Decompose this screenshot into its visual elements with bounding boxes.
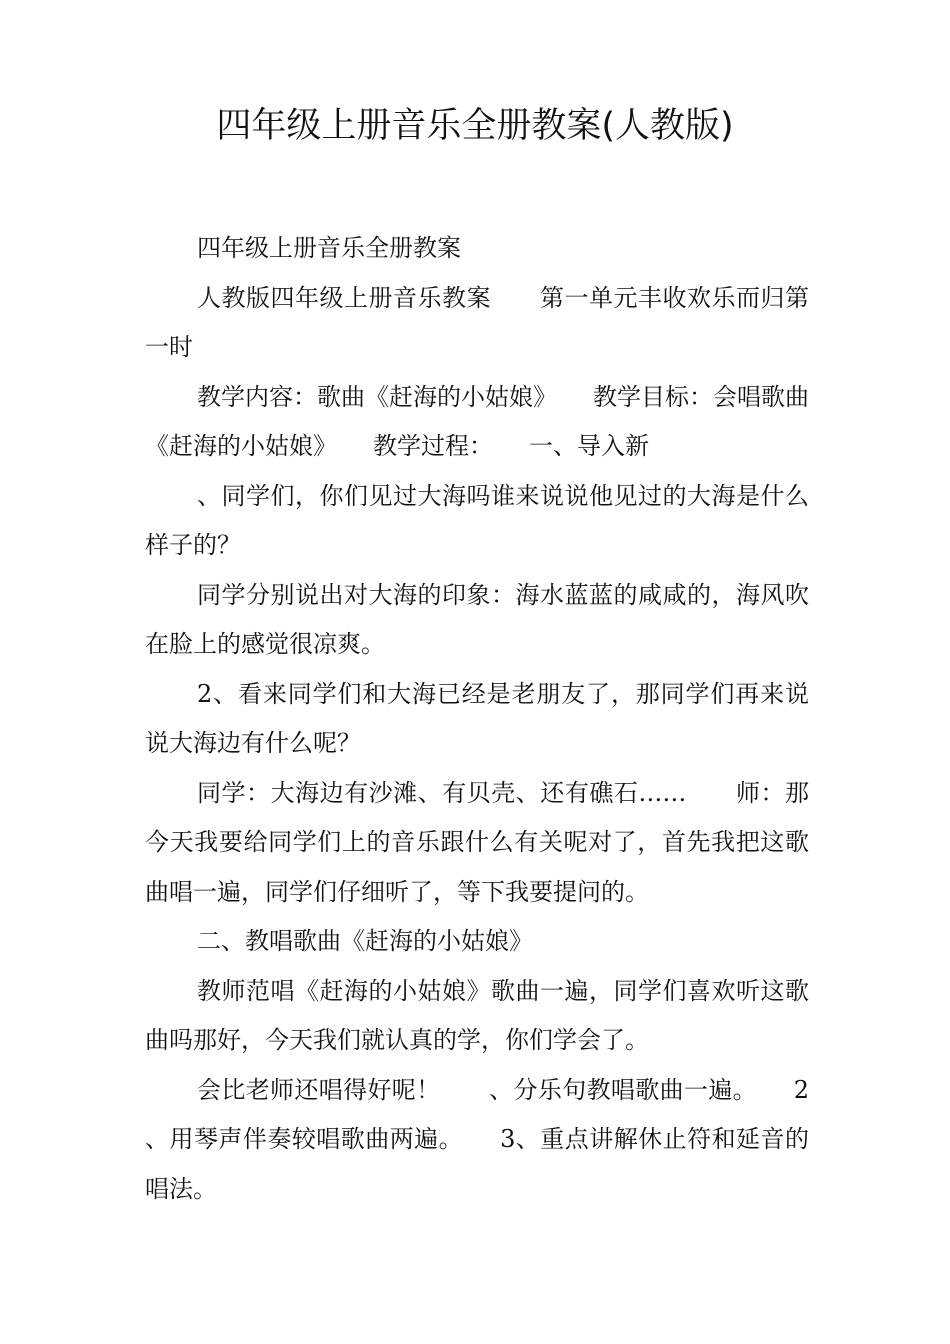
- document-title: 四年级上册音乐全册教案(人教版): [216, 106, 734, 146]
- paragraph: 同学分别说出对大海的印象：海水蓝蓝的咸咸的，海风吹在脸上的感觉很凉爽。: [145, 580, 809, 658]
- paragraph: 、同学们，你们见过大海吗谁来说说他见过的大海是什么样子的？: [145, 481, 809, 559]
- paragraph: 二、教唱歌曲《赶海的小姑娘》: [197, 927, 533, 955]
- paragraph: 教学内容：歌曲《赶海的小姑娘》 教学目标：会唱歌曲《赶海的小姑娘》 教学过程： 一、导入新: [145, 382, 809, 460]
- paragraph: 会比老师还唱得好呢！ 、分乐句教唱歌曲一遍。 2、用琴声伴奏较唱歌曲两遍。 3、重点讲解休止符和延音的唱法。: [145, 1075, 809, 1203]
- paragraph: 教师范唱《赶海的小姑娘》歌曲一遍，同学们喜欢听这歌曲吗那好，今天我们就认真的学，你们学会了。: [145, 976, 809, 1054]
- paragraph: 同学：大海边有沙滩、有贝壳、还有礁石…… 师：那今天我要给同学们上的音乐跟什么有关呢对了，首先我把这歌曲唱一遍，同学们仔细听了，等下我要提问的。: [145, 778, 809, 906]
- paragraph: 四年级上册音乐全册教案: [197, 234, 461, 262]
- paragraph: 2、看来同学们和大海已经是老朋友了，那同学们再来说说大海边有什么呢？: [145, 679, 809, 757]
- document-body: [145, 224, 809, 1214]
- paragraph: 人教版四年级上册音乐教案 第一单元丰收欢乐而归第一时: [145, 283, 809, 361]
